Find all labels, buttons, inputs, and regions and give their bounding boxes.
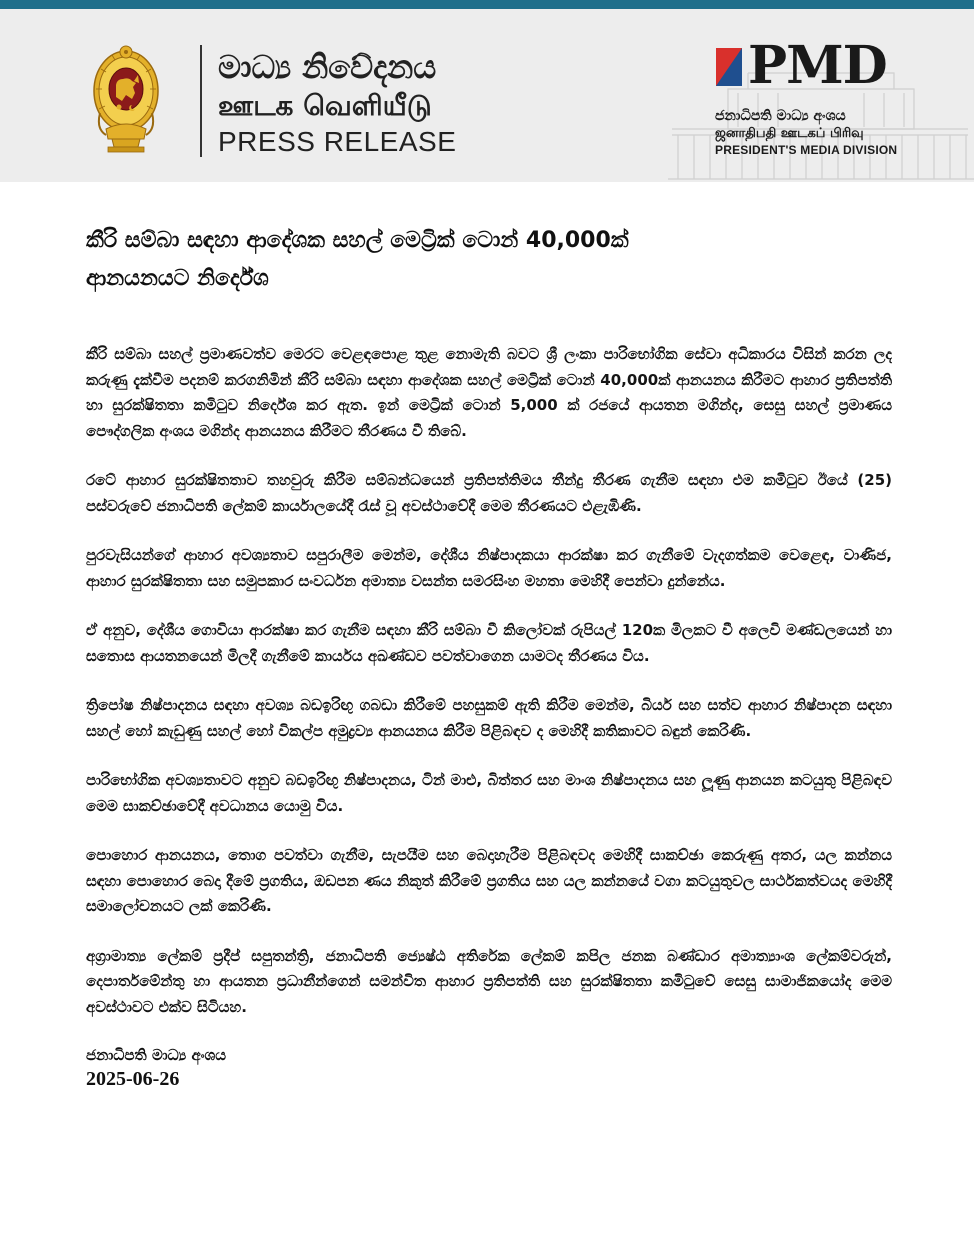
- pmd-division-names: [715, 107, 898, 158]
- release-date: 2025-06-26: [86, 1068, 180, 1090]
- title-english: PRESS RELEASE: [218, 126, 457, 157]
- paragraph-8: අග්‍රාමාත්‍ය ලේකම් ප්‍රදීප් සපුතන්ත්‍රි, ජනාධිපති ජ්‍යෙෂ්ඨ අතිරේක ලේකම් කපිල ජනක බණ්ඩාර අමාත්‍යාංශ ලේකම්වරුන්, දෙපාර්තමේන්තු හා ආයතන ප්‍රධානීන්ගෙන් සමන්විත ආහාර ප්‍රතිපත්ති සහ සුරක්ෂිතතා කමිටුවේ සෙසු සාමාජිකයෝද මෙම අවස්ථාවට එක්ව සිටියහ.: [86, 946, 892, 1016]
- press-release-titles: [218, 47, 518, 159]
- press-release-header: [0, 9, 974, 182]
- paragraph-7: පොහොර ආනයනය, තොග පවත්වා ගැනීම, සැපයීම සහ බෙදාහැරීම පිළිබඳවද මෙහිදී සාකච්ඡා කෙරුණු අතර, යල කන්නය සඳහා පොහොර බෙදා දීමේ ප්‍රගතිය, ඔඩපන ණය නිකුත් කිරීමේ ප්‍රගතිය සහ යල කන්නයේ වගා කටයුතුවල සාර්ථකත්වයද මෙහිදී සමාලෝචනයට ලක් කෙරිණි.: [86, 846, 892, 915]
- paragraph-5: ත්‍රිපෝෂ නිෂ්පාදනය සඳහා අවශ්‍ය බඩඉරිඟු ගබඩා කිරීමේ පහසුකම් ඇති කිරීම මෙන්ම, බියර් සහ සත්ව ආහාර නිෂ්පාදන සඳහා සහල් හෝ කැඩුණු සහල් හෝ විකල්ප අමුද්‍රව්‍ය ආනයනය කිරීම පිළිබඳව ද මෙහිදී කතිකාවට බඳුන් කෙරිණි.: [86, 696, 892, 740]
- pmd-square-icon: [716, 48, 742, 86]
- issuing-organization: ජනාධිපති මාධ්‍ය අංශය: [86, 1046, 227, 1064]
- title-sinhala: මාධ්‍ය නිවේදනය: [218, 48, 437, 86]
- pmd-logo-text: PMD: [748, 35, 887, 96]
- press-release-title: [86, 222, 892, 298]
- top-accent-bar: [0, 0, 974, 9]
- sri-lanka-emblem-icon: [92, 43, 160, 155]
- pmd-line-sinhala: ජනාධිපති මාධ්‍ය අංශය: [715, 108, 846, 124]
- title-tamil: ஊடக வெளியீடு: [218, 89, 432, 122]
- paragraph-4: ඒ අනුව, දේශීය ගොවියා ආරක්ෂා කර ගැනීම සඳහා කීරි සම්බා වී කිලෝවක් රුපියල් 120ක මිලකට වී අලෙවි මණ්ඩලයෙන් හා සතොස ආයතනයෙන් මිලදී ගැනීමේ කාර්යය අඛණ්ඩව පවත්වාගෙන යාමටද තීරණය විය.: [86, 621, 892, 665]
- paragraph-1: කීරි සම්බා සහල් ප්‍රමාණවත්ව මෙරට වෙළඳපොළ තුළ නොමැති බවට ශ්‍රී ලංකා පාරිභෝගික සේවා අධිකාරය විසින් කරන ලද කරුණු දැක්වීම පදනම් කරගනිමින් කීරි සම්බා සඳහා ආදේශක සහල් මෙට්‍රික් ටොන් 40,000ක් ආනයනය කිරීමට ආහාර ප්‍රතිපත්ති හා සුරක්ෂිතතා කමිටුව නිර්දේශ කර ඇත. ඉන් මෙට්‍රික් ටොන් 5,000 ක් රජයේ ආයතන මගින්ද, සෙසු සහල් ප්‍රමාණය පෞද්ගලික අංශය මගින්ද ආනයනය කිරීමට තීරණය වී තිබේ.: [86, 345, 892, 440]
- pmd-logo: [716, 35, 887, 96]
- pmd-line-english: PRESIDENT'S MEDIA DIVISION: [715, 143, 898, 157]
- pmd-line-tamil: ஜனாதிபதி ஊடகப் பிரிவு: [715, 126, 864, 141]
- paragraph-3: පුරවැසියන්ගේ ආහාර අවශ්‍යතාව සපුරාලීම මෙන්ම, දේශීය නිෂ්පාදකයා ආරක්ෂා කර ගැනීමේ වැදගත්කම වෙළෙඳ, වාණිජ, ආහාර සුරක්ෂිතතා සහ සමුපකාර සංවර්ධන අමාත්‍ය වසන්ත සමරසිංහ මහතා මෙහිදී පෙන්වා දුන්නේය.: [86, 546, 892, 590]
- title-line-1: කීරි සම්බා සඳහා ආදේශක සහල් මෙට්‍රික් ටොන් 40,000ක්: [86, 228, 629, 253]
- press-release-body: [86, 222, 892, 1092]
- paragraph-2: රටේ ආහාර සුරක්ෂිතතාව තහවුරු කිරීම සම්බන්ධයෙන් ප්‍රතිපත්තිමය තීන්දු තීරණ ගැනීම සඳහා එම කමිටුව ඊයේ (25) පස්වරුවේ ජනාධිපති ලේකම් කාර්යාලයේදී රැස් වූ අවස්ථාවේදී මෙම තීරණයට එළැඹිණි.: [86, 471, 892, 515]
- paragraph-6: පාරිභෝගික අවශ්‍යතාවට අනුව බඩඉරිඟු නිෂ්පාදනය, ටින් මාළු, බිත්තර සහ මාංශ නිෂ්පාදනය සහ ලූණු ආනයන කටයුතු පිළිබඳව මෙම සාකච්ඡාවේදී අවධානය යොමු විය.: [86, 771, 892, 815]
- title-line-2: ආනයනයට නිර්දේශ: [86, 266, 269, 291]
- header-divider: [200, 45, 202, 157]
